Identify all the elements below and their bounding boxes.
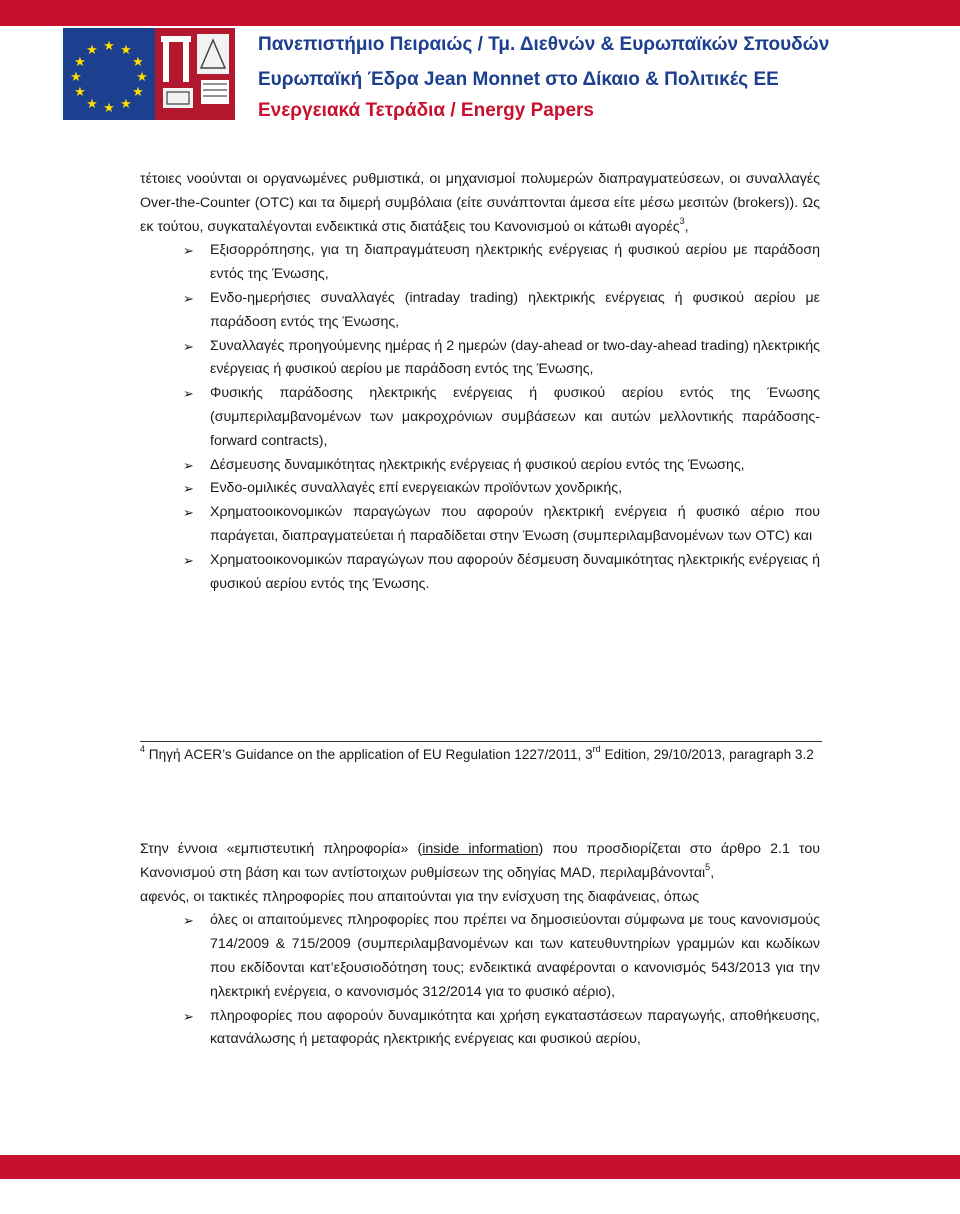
list-item-text: Συναλλαγές προηγούμενης ημέρας ή 2 ημερών (day-ahead or two-day-ahead trading) ηλεκτρικής ενέργειας ή φυσικού αερίου με παράδοση εντός της Ένωσης,	[210, 337, 820, 378]
section2-p1-end: ,	[710, 864, 715, 881]
svg-text:★: ★	[103, 101, 115, 116]
svg-text:★: ★	[132, 85, 144, 100]
footnote-text-before: Πηγή ACER’s Guidance on the application of EU Regulation 1227/2011, 3	[148, 747, 593, 762]
university-emblem-icon	[155, 28, 235, 120]
list-item-text: Φυσικής παράδοσης ηλεκτρικής ενέργειας ή φυσικού αερίου εντός της Ένωσης (συμπεριλαμβανομένων των μακροχρόνιων συμβάσεων και αυτών μελλοντικής παράδοσης-forward contracts),	[210, 385, 820, 449]
list-item	[140, 335, 820, 383]
intro-paragraph	[140, 168, 820, 239]
svg-text:★: ★	[120, 97, 132, 112]
arrow-bullet-icon: ➢	[183, 457, 194, 473]
list-item-text: Δέσμευσης δυναμικότητας ηλεκτρικής ενέργειας ή φυσικού αερίου εντός της Ένωσης,	[210, 456, 745, 473]
footnote-ref-3[interactable]: 3	[679, 215, 685, 226]
footnote-separator	[140, 741, 822, 742]
svg-text:★: ★	[86, 97, 98, 112]
svg-text:★: ★	[74, 55, 86, 70]
svg-text:★: ★	[103, 39, 115, 54]
section2-p1-after: ) που προσδιορίζεται στο άρθρο 2.1 του Κανονισμού στη βάση και των αντίστοιχων ρυθμίσεων της οδηγίας MAD, περιλαμβάνονται	[140, 841, 820, 881]
list-item	[140, 477, 820, 501]
list-item-text: Εξισορρόπησης, για τη διαπραγμάτευση ηλεκτρικής ενέργειας ή φυσικού αερίου με παράδοση εντός της Ένωσης,	[210, 242, 820, 283]
university-logo	[155, 28, 235, 120]
header-line-2-text: Ευρωπαϊκή Έδρα Jean Monnet στο Δίκαιο & Πολιτικές ΕΕ	[258, 69, 779, 90]
header-line-2	[258, 69, 779, 91]
section2-paragraph-1	[140, 838, 820, 886]
list-item	[140, 382, 820, 453]
footnote-4	[140, 744, 820, 765]
list-item	[140, 454, 820, 478]
list-item	[140, 287, 820, 335]
arrow-bullet-icon: ➢	[183, 386, 194, 402]
svg-text:★: ★	[136, 70, 148, 85]
section2-paragraph-2: αφενός, οι τακτικές πληροφορίες που απαιτούνται για την ενίσχυση της διαφάνειας, όπως	[140, 888, 700, 905]
list-item	[140, 549, 820, 597]
list-item-text: πληροφορίες που αφορούν δυναμικότητα και χρήση εγκαταστάσεων παραγωγής, αποθήκευσης, κατανάλωσης ή μεταφοράς ηλεκτρικής ενέργειας και φυσικού αερίου,	[210, 1007, 820, 1048]
list-item	[140, 909, 820, 1004]
list-item	[140, 501, 820, 549]
main-content	[140, 168, 820, 596]
svg-text:★: ★	[70, 70, 82, 85]
footnote-text-after: Edition, 29/10/2013, paragraph 3.2	[604, 747, 814, 762]
svg-text:★: ★	[74, 85, 86, 100]
intro-text: τέτοιες νοούνται οι οργανωμένες ρυθμιστικά, οι μηχανισμοί πολυμερών διαπραγματεύσεων, οι συναλλαγές Over-the-Counter (OTC) και τα διμερή συμβόλαια (είτε συνάπτονται άμεσα είτε μέσω μεσιτών (brokers)). Ως εκ τούτου, συγκαταλέγονται ενδεικτικά στις διατάξεις του Κανονισμού οι κάτωθι αγορές	[140, 171, 820, 235]
eu-flag-logo	[63, 28, 155, 120]
arrow-bullet-icon: ➢	[183, 290, 194, 306]
intro-end: ,	[684, 218, 689, 235]
footnote-number: 4	[140, 744, 146, 754]
list-item-text: Ενδο-ημερήσιες συναλλαγές (intraday trading) ηλεκτρικής ενέργειας ή φυσικού αερίου με παράδοση εντός της Ένωσης,	[210, 289, 820, 330]
section2-p1-before: Στην έννοια «εμπιστευτική πληροφορία» (	[140, 841, 423, 857]
list-item-text: Χρηματοοικονομικών παραγώγων που αφορούν ηλεκτρική ενέργεια ή φυσικό αέριο που παράγεται, διαπραγματεύεται ή παραδίδεται στην Ένωση (συμπεριλαμβανομένων των OTC) και	[210, 504, 820, 544]
information-list	[140, 909, 820, 1052]
footnote-ref-5[interactable]: 5	[705, 861, 711, 872]
arrow-bullet-icon: ➢	[183, 552, 194, 568]
inside-information-link[interactable]: inside information	[422, 841, 539, 857]
list-item	[140, 239, 820, 287]
list-item	[140, 1005, 820, 1053]
markets-list	[140, 239, 820, 596]
svg-text:★: ★	[120, 43, 132, 58]
arrow-bullet-icon: ➢	[183, 481, 194, 497]
list-item-text: Ενδο-ομιλικές συναλλαγές επί ενεργειακών προϊόντων χονδρικής,	[210, 480, 623, 497]
header-line-3: Ενεργειακά Τετράδια / Energy Papers	[258, 100, 594, 121]
list-item-text: Χρηματοοικονομικών παραγώγων που αφορούν δέσμευση δυναμικότητας ηλεκτρικής ενέργειας ή φυσικού αερίου εντός της Ένωσης.	[210, 551, 820, 592]
arrow-bullet-icon: ➢	[183, 505, 194, 521]
bottom-red-bar	[0, 1155, 960, 1179]
arrow-bullet-icon: ➢	[183, 243, 194, 259]
eu-stars-icon	[63, 28, 155, 120]
arrow-bullet-icon: ➢	[183, 338, 194, 354]
svg-text:★: ★	[86, 43, 98, 58]
svg-text:★: ★	[132, 55, 144, 70]
arrow-bullet-icon: ➢	[183, 1008, 194, 1024]
list-item-text: όλες οι απαιτούμενες πληροφορίες που πρέπει να δημοσιεύονται σύμφωνα με τους κανονισμούς 714/2009 & 715/2009 (συμπεριλαμβανομένων και των κατευθυντηρίων γραμμών και κωδίκων που εκδίδονται κατ’εξουσιοδότηση τους; ενδεικτικά αναφέρονται ο κανονισμός 543/2013 για την ηλεκτρική ενέργεια, ο κανονισμός 312/2014 για το φυσικό αέριο),	[210, 912, 820, 1000]
inside-information-section	[140, 838, 820, 1052]
header-line-1: Πανεπιστήμιο Πειραιώς / Τμ. Διεθνών & Ευρωπαϊκών Σπουδών	[258, 34, 830, 55]
footnote-ordinal: rd	[592, 744, 601, 754]
arrow-bullet-icon: ➢	[183, 913, 194, 929]
top-red-bar	[0, 0, 960, 26]
